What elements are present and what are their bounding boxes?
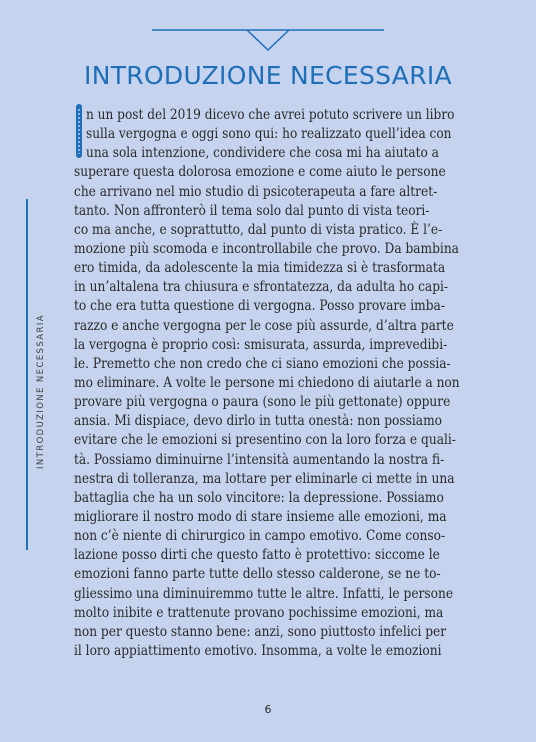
text-line: la vergogna è proprio così: smisurata, assurda, imprevedibi- xyxy=(74,336,448,353)
text-line: in un’altalena tra chiusura e sfrontatezza, da adulta ho capi- xyxy=(74,279,449,296)
text-line: provare più vergogna o paura (sono le più gettonate) oppure xyxy=(74,394,451,411)
text-line: il loro appiattimento emotivo. Insomma, a volte le emozioni xyxy=(74,642,442,659)
text-line: ero timida, da adolescente la mia timidezza si è trasformata xyxy=(74,260,446,277)
text-line: lazione posso dirti che questo fatto è protettivo: siccome le xyxy=(74,547,440,564)
text-line: razzo e anche vergogna per le cose più assurde, d’altra parte xyxy=(74,317,454,334)
text-line: non c’è niente di chirurgico in campo emotivo. Come conso- xyxy=(74,528,446,545)
text-line: battaglia che ha un solo vincitore: la depressione. Possiamo xyxy=(74,489,444,506)
text-line: tà. Possiamo diminuirne l’intensità aumentando la nostra fi- xyxy=(74,451,445,468)
text-line: mo eliminare. A volte le persone mi chiedono di aiutarle a non xyxy=(74,374,460,391)
running-head: INTRODUZIONE NECESSARIA xyxy=(36,314,46,469)
text-line: le. Premetto che non credo che ci siano emozioni che possia- xyxy=(74,355,451,372)
side-rule xyxy=(26,199,28,550)
dropcap-dots xyxy=(77,108,81,154)
text-line: superare questa dolorosa emozione e come aiuto le persone xyxy=(74,164,446,181)
text-line: migliorare il nostro modo di stare insieme alle emozioni, ma xyxy=(74,508,447,525)
text-line: tanto. Non affronterò il tema solo dal punto di vista teori- xyxy=(74,202,430,219)
text-line: non per questo stanno bene: anzi, sono piuttosto infelici per xyxy=(74,623,447,640)
text-line: emozioni fanno parte tutte dello stesso calderone, se ne to- xyxy=(74,566,441,583)
body-text xyxy=(74,106,523,661)
text-line: che arrivano nel mio studio di psicoterapeuta a fare altret- xyxy=(74,183,438,200)
chapter-title: INTRODUZIONE NECESSARIA xyxy=(84,61,452,90)
chevron-ornament-icon xyxy=(152,28,384,54)
text-line: sulla vergogna e oggi sono qui: ho realizzato quell’idea con xyxy=(86,126,452,143)
text-line: co ma anche, e soprattutto, dal punto di vista pratico. È l’e- xyxy=(74,221,443,238)
text-line: molto inibite e trattenute provano pochissime emozioni, ma xyxy=(74,604,444,621)
text-line: gliessimo una diminuiremmo tutte le altre. Infatti, le persone xyxy=(74,585,454,602)
text-line: evitare che le emozioni si presentino con la loro forza e quali- xyxy=(74,432,456,449)
text-line: una sola intenzione, condividere che cosa mi ha aiutato a xyxy=(86,145,439,162)
page-number: 6 xyxy=(264,703,272,716)
text-line: ansia. Mi dispiace, devo dirlo in tutta onestà: non possiamo xyxy=(74,413,442,430)
text-line: nestra di tolleranza, ma lottare per eliminarle ci mette in una xyxy=(74,470,455,487)
text-line: to che era tutta questione di vergogna. Posso provare imba- xyxy=(74,298,445,315)
text-line: mozione più scomoda e incontrollabile che provo. Da bambina xyxy=(74,240,459,257)
text-line: n un post del 2019 dicevo che avrei potuto scrivere un libro xyxy=(86,107,455,123)
